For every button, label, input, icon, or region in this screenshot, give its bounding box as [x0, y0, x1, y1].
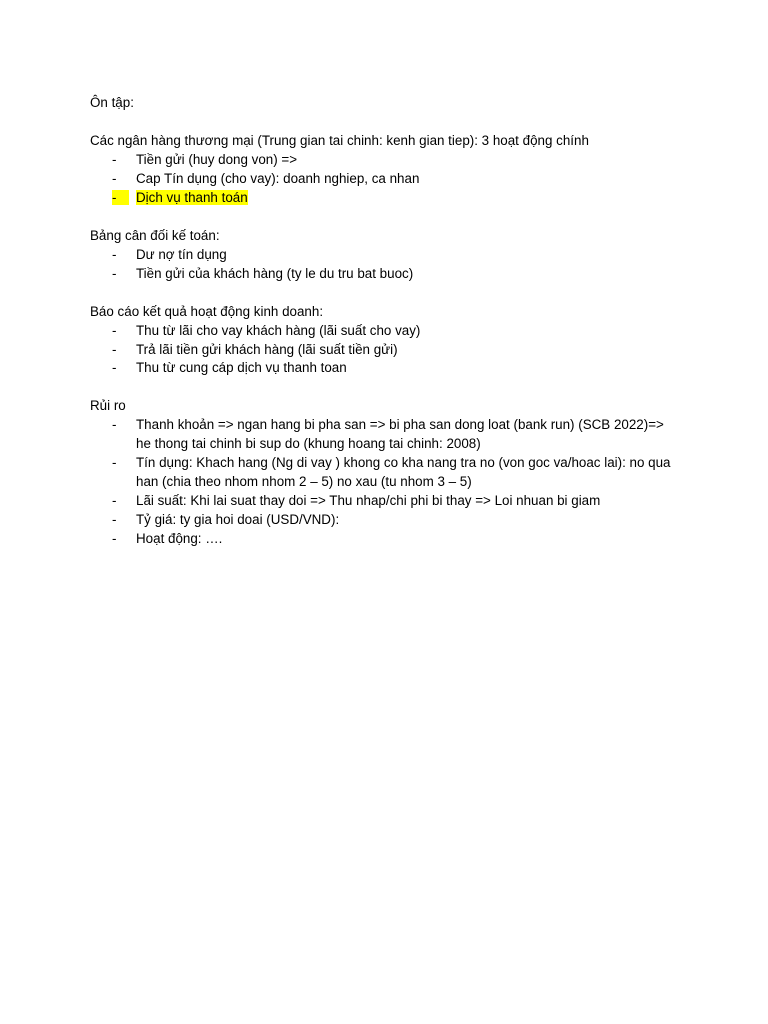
- list-item: [112, 340, 682, 359]
- list-item-text: Thu từ cung cáp dịch vụ thanh toan: [136, 360, 347, 375]
- section-heading-balance-sheet: Bảng cân đối kế toán:: [90, 228, 220, 243]
- bullet-dash: -: [112, 171, 117, 186]
- bullet-dash: -: [112, 360, 117, 375]
- list-item-text: Thanh khoản => ngan hang bi pha san => bi pha san dong loat (bank run) (SCB 2022)=> he thong tai chinh bi sup do (khung hoang tai chinh: 2008): [136, 417, 664, 451]
- highlighted-bullet: -: [112, 190, 129, 205]
- bullet-dash: -: [112, 266, 117, 281]
- bullet-dash: -: [112, 152, 117, 167]
- highlighted-text: Dịch vụ thanh toán: [136, 190, 248, 205]
- list-item-text: Cap Tín dụng (cho vay): doanh nghiep, ca nhan: [136, 171, 420, 186]
- bullet-dash: [112, 188, 126, 207]
- bullet-dash: -: [112, 417, 117, 432]
- list-item-highlighted: [112, 188, 682, 207]
- list-item-text: Dư nợ tín dụng: [136, 247, 227, 262]
- list-item: [112, 510, 682, 529]
- list-item-text: Tỷ giá: ty gia hoi doai (USD/VND):: [136, 512, 340, 527]
- list-item-text: Thu từ lãi cho vay khách hàng (lãi suất cho vay): [136, 323, 421, 338]
- bullet-dash: -: [112, 455, 117, 470]
- list-item: [112, 169, 682, 188]
- bullet-dash: -: [112, 323, 117, 338]
- list-item-text: Hoạt động: ….: [136, 531, 223, 546]
- bullet-dash: -: [112, 493, 117, 508]
- list-item-text: Tiền gửi (huy dong von) =>: [136, 152, 298, 167]
- list-item-text: [112, 188, 682, 207]
- list-item: [112, 415, 682, 453]
- list-item: [112, 491, 682, 510]
- list-item-text: Trả lãi tiền gửi khách hàng (lãi suất tiền gửi): [136, 342, 398, 357]
- list-item: [112, 358, 682, 377]
- list-item: [112, 453, 682, 491]
- section-heading-risk: Rủi ro: [90, 398, 126, 413]
- list-item-text: Tiền gửi của khách hàng (ty le du tru bat buoc): [136, 266, 414, 281]
- list-item: [112, 529, 682, 548]
- list-item-text: Lãi suất: Khi lai suat thay doi => Thu nhap/chi phi bi thay => Loi nhuan bi giam: [136, 493, 601, 508]
- list-item: [112, 321, 682, 340]
- bullet-dash: -: [112, 512, 117, 527]
- bullet-dash: -: [112, 247, 117, 262]
- section-heading-banks: Các ngân hàng thương mại (Trung gian tai chinh: kenh gian tiep): 3 hoạt động chính: [90, 133, 589, 148]
- list-item-text: Tín dụng: Khach hang (Ng di vay ) khong co kha nang tra no (von goc va/hoac lai): no qua han (chia theo nhom nhom 2 – 5) no xau (tu nhom 3 – 5): [136, 455, 671, 489]
- bullet-dash: -: [112, 342, 117, 357]
- list-item: [112, 264, 682, 283]
- bullet-dash: -: [112, 531, 117, 546]
- review-title: Ôn tập:: [90, 95, 134, 110]
- list-item: [112, 150, 682, 169]
- list-item: [112, 245, 682, 264]
- section-heading-income-statement: Báo cáo kết quả hoạt động kinh doanh:: [90, 304, 324, 319]
